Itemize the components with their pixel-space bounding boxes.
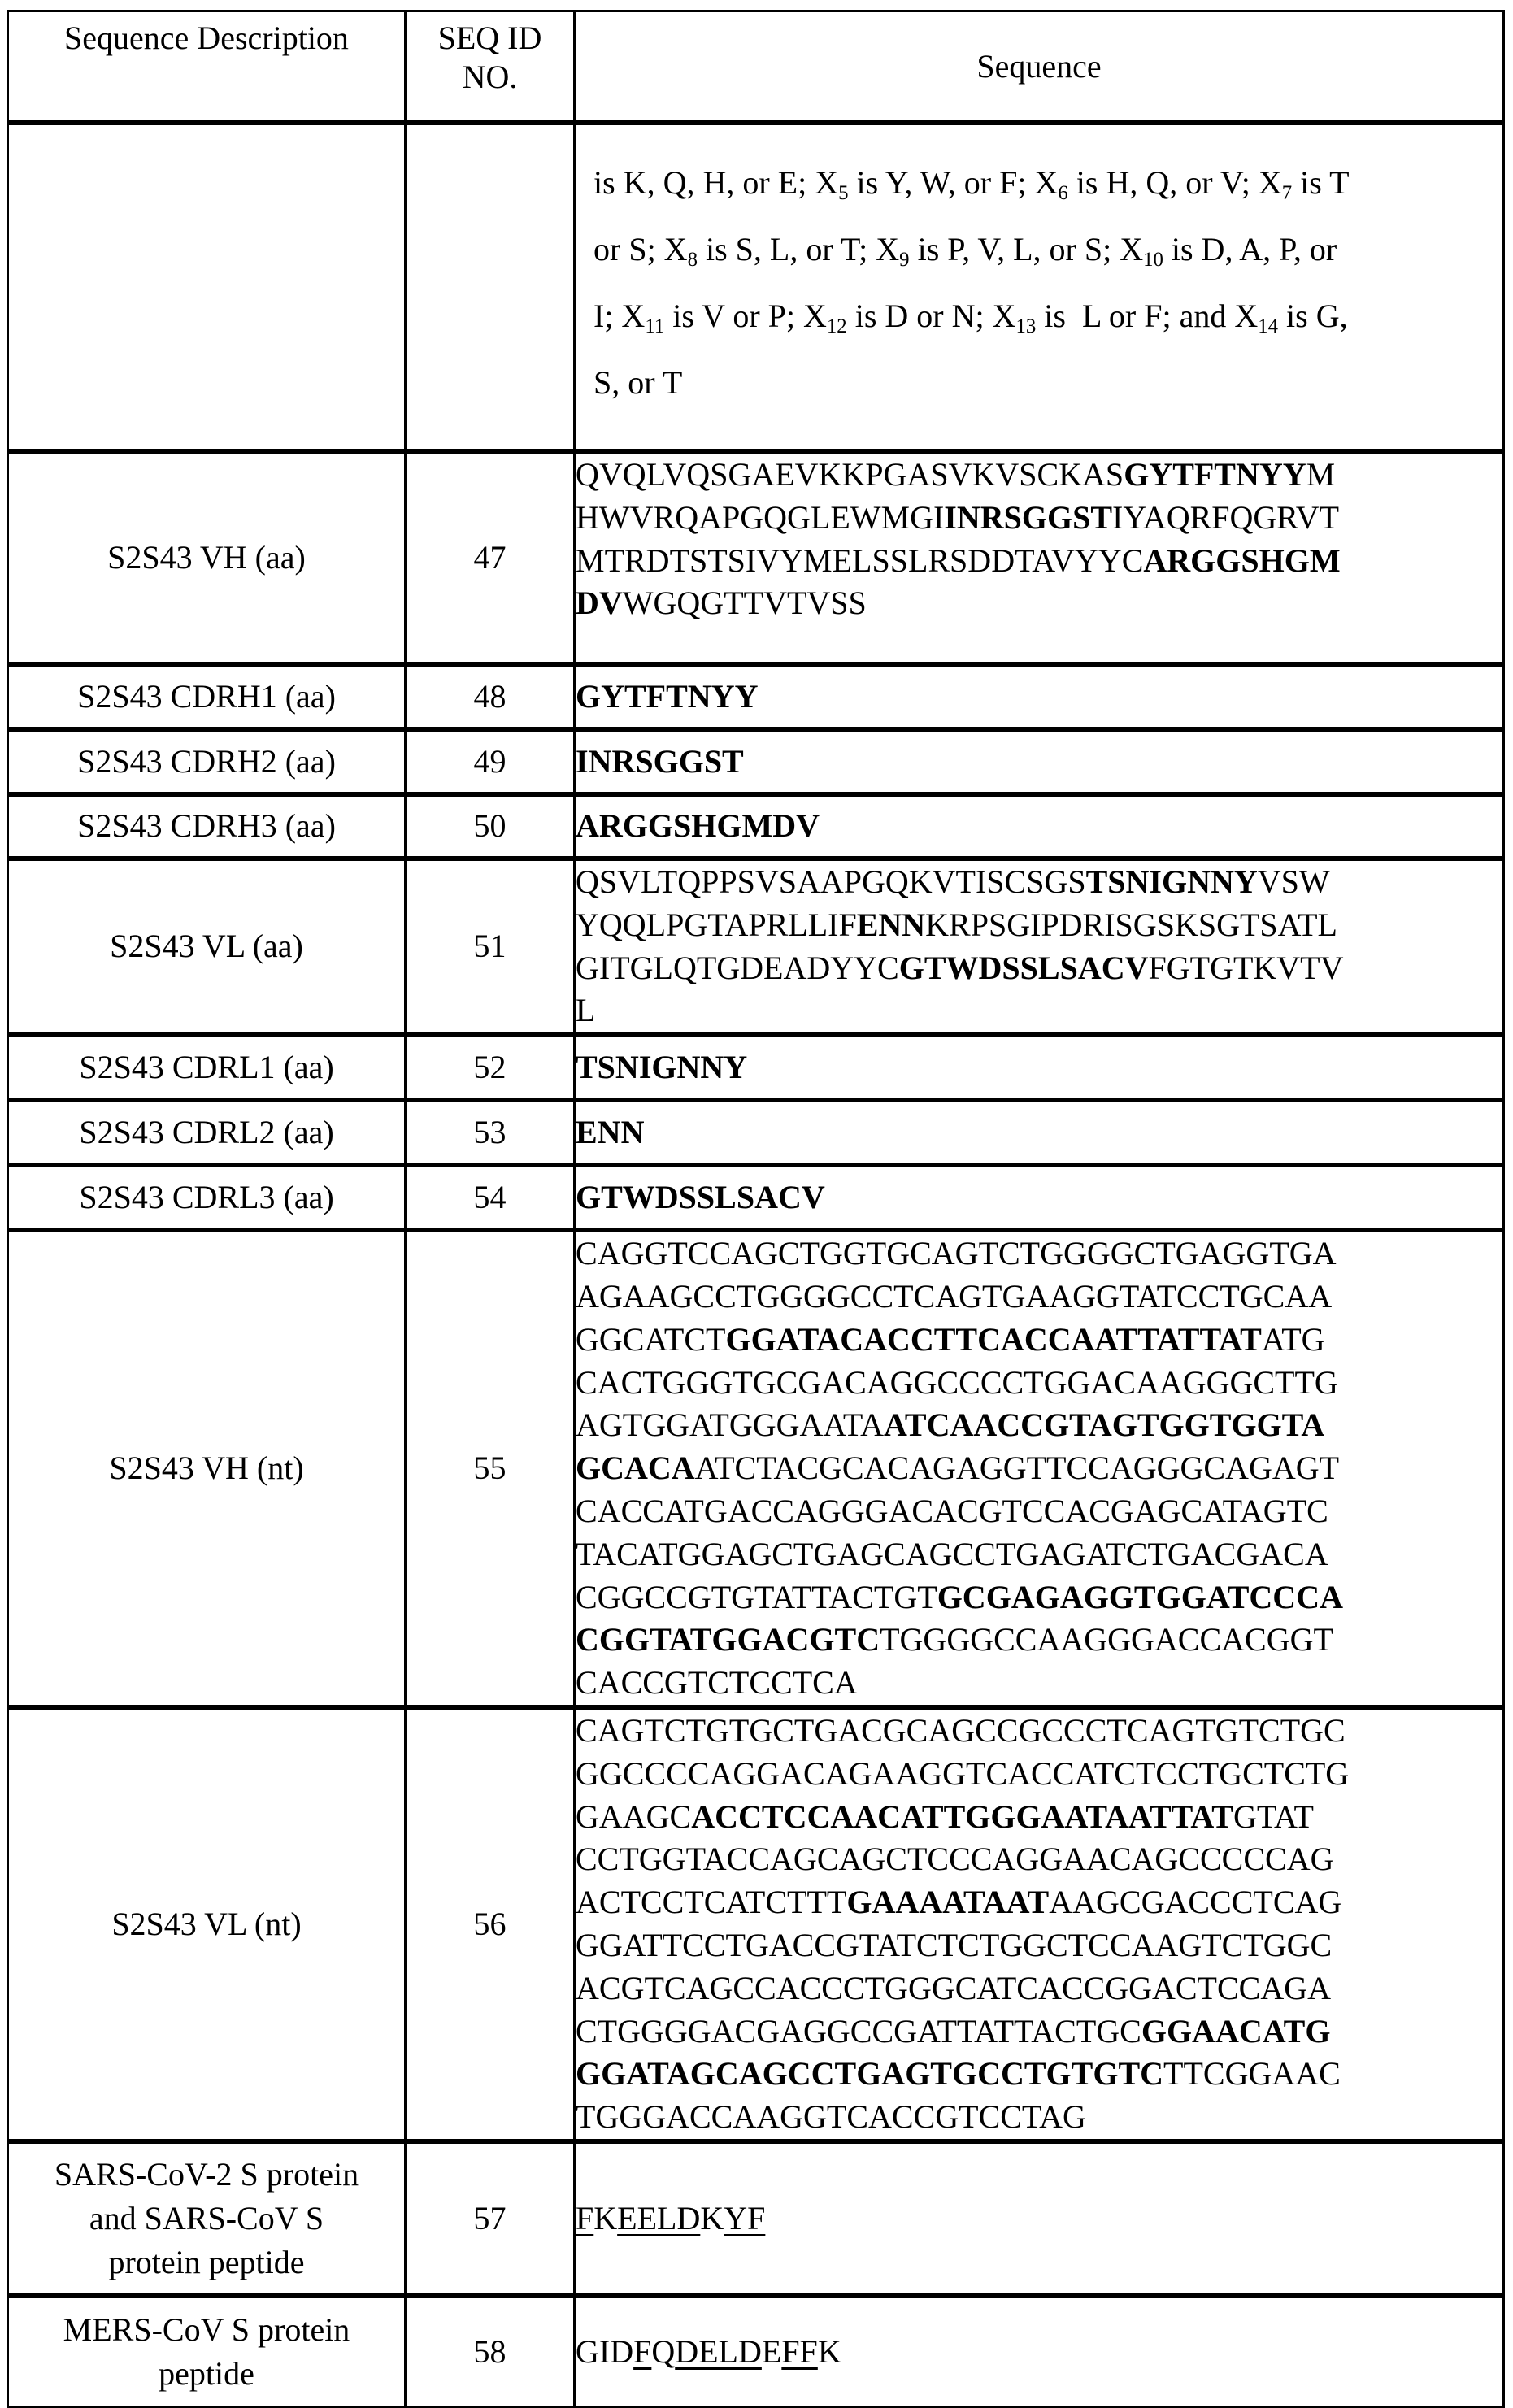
row-seq-id: 50	[406, 794, 575, 858]
row-seq-id: 58	[406, 2296, 575, 2407]
row-sequence: GYTFTNYY	[575, 664, 1504, 729]
sequence-table	[7, 10, 1505, 2408]
row-description: SARS-CoV-2 S protein and SARS-CoV S protein peptide	[8, 2141, 406, 2296]
row-seq-id	[406, 123, 575, 451]
row-sequence: ARGGSHGMDV	[575, 794, 1504, 858]
row-sequence: GTWDSSLSACV	[575, 1165, 1504, 1230]
table-row	[8, 1707, 1504, 2141]
row-description	[8, 123, 406, 451]
row-description: S2S43 VL (aa)	[8, 858, 406, 1035]
row-seq-id: 47	[406, 451, 575, 664]
row-sequence: TSNIGNNY	[575, 1035, 1504, 1100]
table-row	[8, 1035, 1504, 1100]
row-seq-id: 56	[406, 1707, 575, 2141]
row-description: S2S43 CDRH1 (aa)	[8, 664, 406, 729]
row-seq-id: 57	[406, 2141, 575, 2296]
table-row	[8, 729, 1504, 794]
row-sequence: CAGGTCCAGCTGGTGCAGTCTGGGGCTGAGGTGA AGAAGCCTGGGGCCTCAGTGAAGGTATCCTGCAA GGCATCTGGATACACCTTCACCAATTATTATATG CACTGGGTGCGACAGGCCCCTGGACAAGGGCTTG AGTGGATGGGAATAATCAACCGTAGTGGTGGTA GCACAATCTACGCACAGAGGTTCCAGGGCAGAGT CACCATGACCAGGGACACGTCCACGAGCATAGTC TACATGGAGCTGAGCAGCCTGAGATCTGACGACA CGGCCGTGTATTACTGTGCGAGAGGTGGATCCCA CGGTATGGACGTCTGGGGCCAAGGGACCACGGT CACCGTCTCCTCA	[575, 1230, 1504, 1707]
table-row-continuation	[8, 123, 1504, 451]
row-sequence: FKEELDKYF	[575, 2141, 1504, 2296]
row-sequence: QSVLTQPPSVSAAPGQKVTISCSGSTSNIGNNYVSW YQQLPGTAPRLLIFENNKRPSGIPDRISGSKSGTSATL GITGLQTGDEADYYCGTWDSSLSACVFGTGTKVTV L	[575, 858, 1504, 1035]
row-seq-id: 53	[406, 1100, 575, 1165]
row-sequence: QVQLVQSGAEVKKPGASVKVSCKASGYTFTNYYM HWVRQAPGQGLEWMGIINRSGGSTIYAQRFQGRVT MTRDTSTSIVYMELSSLRSDDTAVYYCARGGSHGM DVWGQGTTVTVSS	[575, 451, 1504, 664]
row-seq-id: 54	[406, 1165, 575, 1230]
table-row	[8, 794, 1504, 858]
row-description: S2S43 CDRH2 (aa)	[8, 729, 406, 794]
table-row	[8, 451, 1504, 664]
row-seq-id: 49	[406, 729, 575, 794]
row-sequence: CAGTCTGTGCTGACGCAGCCGCCCTCAGTGTCTGC GGCCCCAGGACAGAAGGTCACCATCTCCTGCTCTG GAAGCACCTCCAACATTGGGAATAATTATGTAT CCTGGTACCAGCAGCTCCCAGGAACAGCCCCCAG ACTCCTCATCTTTGAAAATAATAAGCGACCCTCAG GGATTCCTGACCGTATCTCTGGCTCCAAGTCTGGC ACGTCAGCCACCCTGGGCATCACCGGACTCCAGA CTGGGGACGAGGCCGATTATTACTGCGGAACATG GGATAGCAGCCTGAGTGCCTGTGTCTTCGGAAC TGGGACCAAGGTCACCGTCCTAG	[575, 1707, 1504, 2141]
row-sequence: ENN	[575, 1100, 1504, 1165]
table-row	[8, 1100, 1504, 1165]
row-seq-id: 48	[406, 664, 575, 729]
row-sequence: INRSGGST	[575, 729, 1504, 794]
table-header-row	[8, 11, 1504, 124]
row-description: S2S43 VH (nt)	[8, 1230, 406, 1707]
row-description: S2S43 CDRH3 (aa)	[8, 794, 406, 858]
table-row	[8, 664, 1504, 729]
row-description: S2S43 CDRL2 (aa)	[8, 1100, 406, 1165]
row-seq-id: 55	[406, 1230, 575, 1707]
table-row	[8, 1165, 1504, 1230]
table-row	[8, 2141, 1504, 2296]
row-description: S2S43 VL (nt)	[8, 1707, 406, 2141]
row-description: S2S43 CDRL3 (aa)	[8, 1165, 406, 1230]
table-row	[8, 1230, 1504, 1707]
header-sequence-description: Sequence Description	[8, 11, 406, 124]
row-description: S2S43 VH (aa)	[8, 451, 406, 664]
table-body	[8, 451, 1504, 2407]
row-seq-id: 51	[406, 858, 575, 1035]
header-seq-id: SEQ ID NO.	[406, 11, 575, 124]
row-sequence: GIDFQDELDEFFK	[575, 2296, 1504, 2407]
row-seq-id: 52	[406, 1035, 575, 1100]
table-row	[8, 2296, 1504, 2407]
header-sequence: Sequence	[575, 11, 1504, 124]
table-row	[8, 858, 1504, 1035]
row-description: MERS-CoV S protein peptide	[8, 2296, 406, 2407]
row-description: S2S43 CDRL1 (aa)	[8, 1035, 406, 1100]
row-sequence-continuation: is K, Q, H, or E; $X_5$ is Y, W, or F; $X_6$ is H, Q, or V; $X_7$ is T or S; $X_8$ is S, L, or T; $X_9$ is P, V, L, or S; $X_{10}$ is D, A, P, or I; $X_{11}$ is V or P; $X_{12}$ is D or N; $X_{13}$ is L or F; and $X_{14}$ is G, S, or T	[575, 123, 1504, 451]
